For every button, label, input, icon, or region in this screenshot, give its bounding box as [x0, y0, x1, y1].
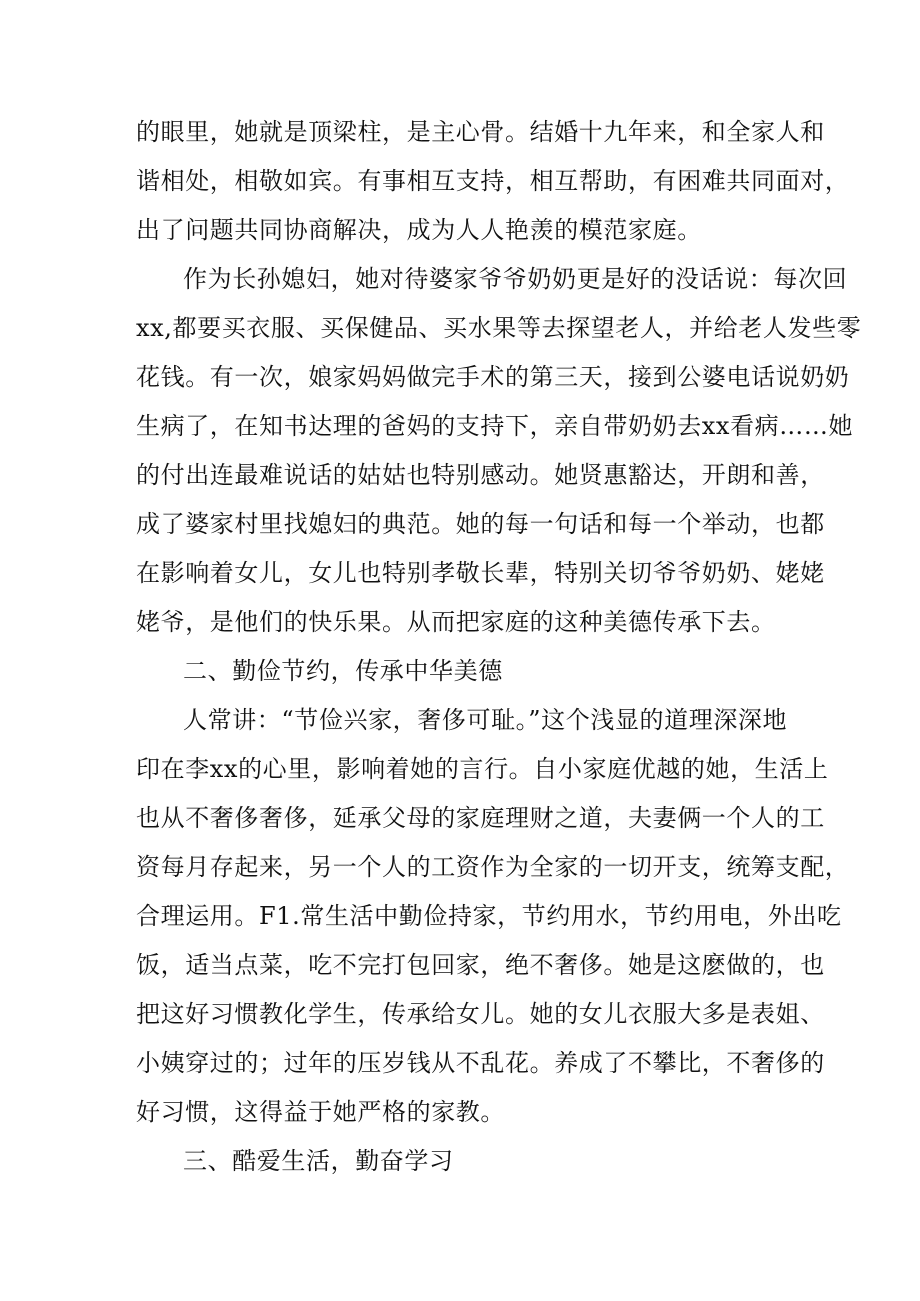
paragraph-line: 姥爷，是他们的快乐果。从而把家庭的这种美德传承下去。 — [136, 608, 776, 636]
paragraph-line: 资每月存起来，另一个人的工资作为全家的一切开支，统筹支配， — [136, 853, 850, 881]
paragraph-first-line: 人常讲：“节俭兴家，奢侈可耻。”这个浅显的道理深深地 — [183, 706, 788, 734]
paragraph-line: 饭，适当点菜，吃不完打包回家，绝不奢侈。她是这麽做的，也 — [136, 951, 825, 979]
section-heading: 二、勤俭节约，传承中华美德 — [183, 657, 503, 685]
paragraph-line: 的眼里，她就是顶梁柱，是主心骨。结婚十九年来，和全家人和 — [136, 118, 825, 146]
paragraph-line: 成了婆家村里找媳妇的典范。她的每一句话和每一个举动，也都 — [136, 510, 825, 538]
paragraph-line: 在影响着女儿，女儿也特别孝敬长辈，特别关切爷爷奶奶、姥姥 — [136, 559, 825, 587]
paragraph-line: 花钱。有一次，娘家妈妈做完手术的第三天，接到公婆电话说奶奶 — [136, 363, 850, 391]
paragraph-line: 小姨穿过的；过年的压岁钱从不乱花。养成了不攀比，不奢侈的 — [136, 1049, 825, 1077]
paragraph-line: 合理运用。F1.常生活中勤俭持家，节约用水，节约用电，外出吃 — [136, 902, 842, 930]
paragraph-line: 印在李xx的心里，影响着她的言行。自小家庭优越的她，生活上 — [136, 755, 829, 783]
paragraph-line: 谐相处，相敬如宾。有事相互支持，相互帮助，有困难共同面对， — [136, 167, 850, 195]
paragraph-line: 生病了，在知书达理的爸妈的支持下，亲自带奶奶去xx看病……她 — [136, 412, 854, 440]
section-heading: 三、酷爱生活，勤奋学习 — [183, 1147, 454, 1175]
paragraph-first-line: 作为长孙媳妇，她对待婆家爷爷奶奶更是好的没话说：每次回 — [183, 265, 848, 293]
paragraph-line: xx,都要买衣服、买保健品、买水果等去探望老人，并给老人发些零 — [136, 314, 862, 342]
paragraph-line: 也从不奢侈奢侈，延承父母的家庭理财之道，夫妻俩一个人的工 — [136, 804, 825, 832]
paragraph-line: 好习惯，这得益于她严格的家教。 — [136, 1098, 505, 1126]
paragraph-line: 的付出连最难说话的姑姑也特别感动。她贤惠豁达，开朗和善， — [136, 461, 825, 489]
paragraph-line: 出了问题共同协商解决，成为人人艳羡的模范家庭。 — [136, 216, 702, 244]
paragraph-line: 把这好习惯教化学生，传承给女儿。她的女儿衣服大多是表姐、 — [136, 1000, 825, 1028]
